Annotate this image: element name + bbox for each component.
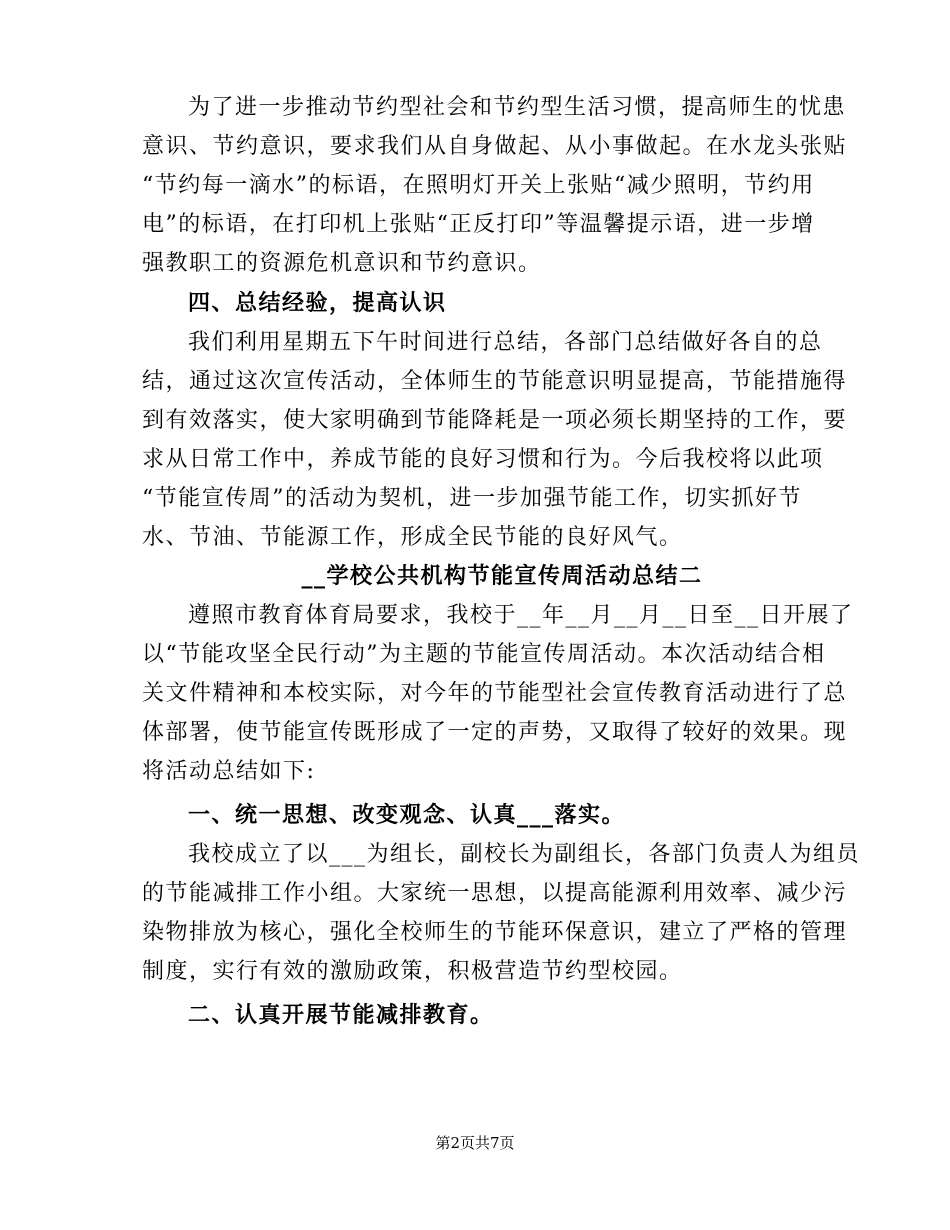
page-number: 第2页共7页 xyxy=(435,1134,515,1152)
paragraph-line: 到有效落实，使大家明确到节能降耗是一项必须长期坚持的工作，要 xyxy=(142,408,848,433)
paragraph-line: 我们利用星期五下午时间进行总结，各部门总结做好各自的总 xyxy=(188,330,823,355)
paragraph-line: 电”的标语，在打印机上张贴“正反打印”等温馨提示语，进一步增 xyxy=(142,212,815,237)
paragraph-line: 结，通过这次宣传活动，全体师生的节能意识明显提高，节能措施得 xyxy=(142,369,848,394)
paragraph-line: 我校成立了以___为组长，副校长为副组长，各部门负责人为组员 xyxy=(188,842,861,867)
paragraph-line: 关文件精神和本校实际，对今年的节能型社会宣传教育活动进行了总 xyxy=(142,681,848,706)
paragraph-line: 染物排放为核心，强化全校师生的节能环保意识，建立了严格的管理 xyxy=(142,920,848,945)
section-heading-four: 四、总结经验，提高认识 xyxy=(188,290,447,316)
paragraph-line: 的节能减排工作小组。大家统一思想，以提高能源利用效率、减少污 xyxy=(142,881,848,906)
section-heading-two: 二、认真开展节能减排教育。 xyxy=(188,1002,494,1028)
paragraph-line: 遵照市教育体育局要求，我校于__年__月__月__日至__日开展了 xyxy=(188,603,854,628)
paragraph-line: 体部署，使节能宣传既形成了一定的声势，又取得了较好的效果。现 xyxy=(142,720,848,745)
paragraph-line: 强教职工的资源危机意识和节约意识。 xyxy=(142,251,542,276)
document-body xyxy=(142,88,861,1035)
paragraph-line: 以“节能攻坚全民行动”为主题的节能宣传周活动。本次活动结合相 xyxy=(142,642,826,667)
paragraph-line: 制度，实行有效的激励政策，积极营造节约型校园。 xyxy=(142,959,683,984)
paragraph-line: 将活动总结如下: xyxy=(142,759,316,784)
paragraph-line: 水、节油、节能源工作，形成全民节能的良好风气。 xyxy=(142,525,683,550)
paragraph-line: 意识、节约意识，要求我们从自身做起、从小事做起。在水龙头张贴 xyxy=(142,134,848,159)
document-subtitle: __学校公共机构节能宣传周活动总结二 xyxy=(301,563,703,589)
paragraph-line: 求从日常工作中，养成节能的良好习惯和行为。今后我校将以此项 xyxy=(142,447,824,472)
section-heading-one: 一、统一思想、改变观念、认真___落实。 xyxy=(188,802,626,828)
paragraph-line: “节约每一滴水”的标语，在照明灯开关上张贴“减少照明，节约用 xyxy=(142,173,815,198)
paragraph-line: “节能宣传周”的活动为契机，进一步加强节能工作，切实抓好节 xyxy=(142,486,802,511)
paragraph-line: 为了进一步推动节约型社会和节约型生活习惯，提高师生的忧患 xyxy=(188,95,847,120)
